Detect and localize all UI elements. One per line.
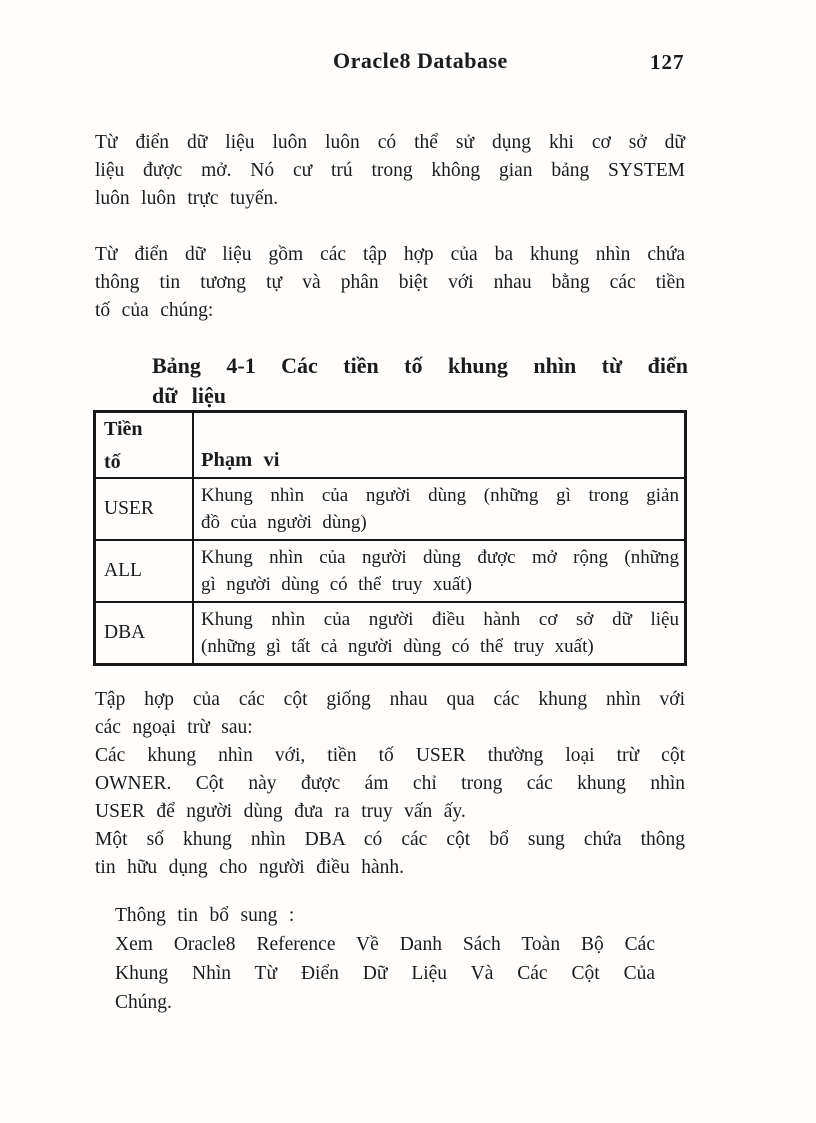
prefix-header-cell [96,413,194,477]
text-line: ALL [104,560,142,581]
scope-cell [194,541,684,601]
text-line: Từ điển dữ liệu gồm các tập hợp của ba khung nhìn chứa [95,244,685,265]
table-caption-line: dữ liệu [152,383,226,408]
text-line: Từ điển dữ liệu luôn luôn có thể sử dụng khi cơ sở dữ [95,132,685,153]
text-line: Khung nhìn của người dùng (những gì trong giản [201,485,679,506]
page-header-title: Oracle8 Database [333,48,508,73]
text-line: đồ của người dùng) [201,512,367,533]
text-line: Xem Oracle8 Reference Về Danh Sách Toàn Bộ Các [115,934,655,955]
text-line: luôn luôn trực tuyến. [95,188,279,209]
prefix-cell [96,603,194,663]
text-line: Tập hợp của các cột giống nhau qua các khung nhìn với [95,689,685,710]
table-row [96,539,684,601]
text-line: gì người dùng có thể truy xuất) [201,574,472,595]
text-line: USER để người dùng đưa ra truy vấn ấy. [95,801,466,822]
prefix-cell [96,541,194,601]
scope-cell [194,479,684,539]
scope-header-cell [194,413,684,477]
table-caption-line: Bảng 4-1 Các tiền tố khung nhìn từ điển [152,353,688,378]
text-line: tin hữu dụng cho người điều hành. [95,857,404,878]
text-line: thông tin tương tự và phân biệt với nhau bằng các tiền [95,272,685,293]
text-line: tố [104,451,121,473]
text-line: (những gì tất cả người dùng có thể truy xuất) [201,636,594,657]
page-number: 127 [650,50,685,74]
discussion-paragraph [95,686,685,882]
text-line: DBA [104,622,146,643]
text-line: USER [104,498,154,519]
text-line: Tiền [104,418,143,440]
table-row [96,601,684,663]
text-line: Khung Nhìn Từ Điển Dữ Liệu Và Các Cột Của [115,963,655,984]
prefix-cell [96,479,194,539]
prefix-table [93,410,687,666]
intro-paragraph [95,129,685,213]
text-line: Một số khung nhìn DBA có các cột bổ sung chứa thông [95,829,685,850]
text-line: Chúng. [115,992,172,1013]
text-line: Các khung nhìn với, tiền tố USER thường loại trừ cột [95,745,685,766]
scope-cell [194,603,684,663]
text-line: Thông tin bổ sung : [115,905,295,926]
table-caption [152,351,688,411]
additional-info-note [115,901,655,1017]
text-line: liệu được mở. Nó cư trú trong không gian bảng SYSTEM [95,160,685,181]
text-line: Khung nhìn của người điều hành cơ sở dữ liệu [201,609,679,630]
text-line: Phạm vi [201,449,280,471]
table-header-row [96,413,684,477]
text-line: OWNER. Cột này được ám chỉ trong các khung nhìn [95,773,685,794]
text-line: Khung nhìn của người dùng được mở rộng (những [201,547,679,568]
overview-paragraph [95,241,685,325]
table-row [96,477,684,539]
text-line: tố của chúng: [95,300,214,321]
text-line: các ngoại trừ sau: [95,717,253,738]
